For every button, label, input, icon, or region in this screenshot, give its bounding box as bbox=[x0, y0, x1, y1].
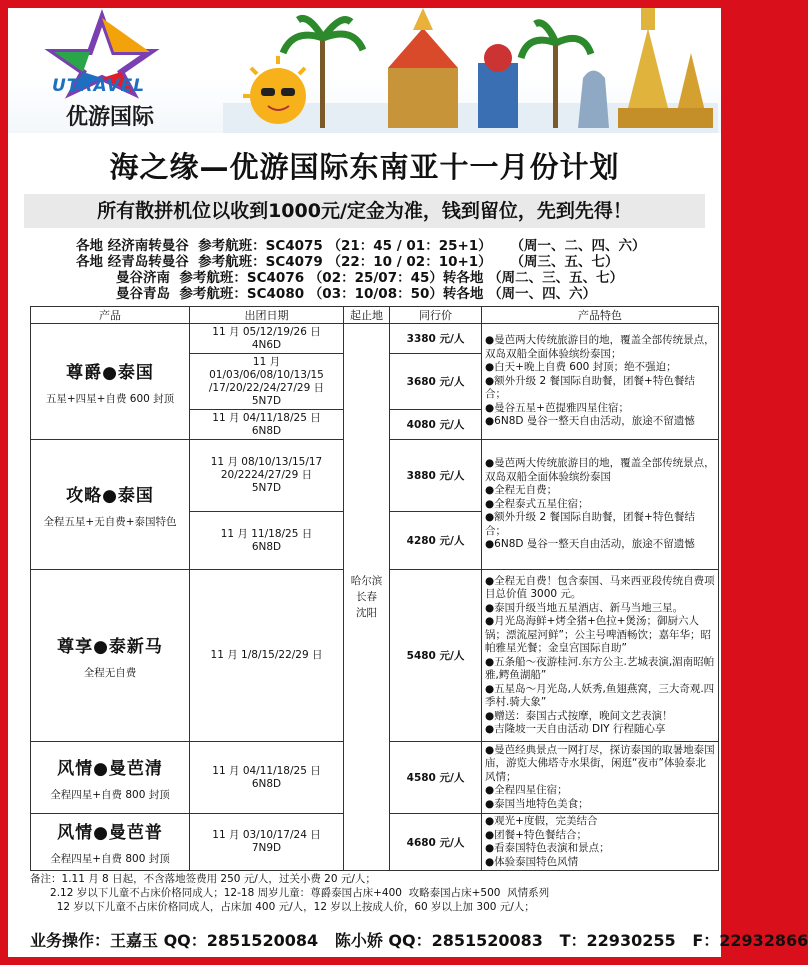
date-text: 11 月 bbox=[252, 355, 281, 368]
contact-line: 业务操作：王嘉玉 QQ：2851520084 陈小娇 QQ：2851520083 T：22930255 F：22932866 bbox=[30, 931, 808, 950]
feature-item: ●赠送：泰国古式按摩，晚间文艺表演！ bbox=[485, 709, 673, 722]
feature-item: ●全程泰式五星住宿； bbox=[485, 497, 589, 510]
price-cell: 3880 元/人 bbox=[390, 440, 482, 512]
feature-item: ●6N8D 曼谷一整天自由活动，旅途不留遗憾 bbox=[485, 415, 695, 428]
feature-item: ●泰国当地特色美食； bbox=[485, 797, 589, 810]
feature-item: ●曼芭两大传统旅游目的地，覆盖全部传统景点，双岛双船全面体验缤纷泰国； bbox=[485, 334, 715, 360]
price-cell: 4580 元/人 bbox=[390, 742, 482, 814]
table-row bbox=[31, 324, 719, 354]
date-text: 11 月 1/8/15/22/29 日 bbox=[210, 649, 323, 661]
product-name: 尊享●泰新马 bbox=[57, 636, 163, 657]
date-cell bbox=[190, 570, 344, 742]
date-cell bbox=[190, 440, 344, 512]
product-name: 尊爵●泰国 bbox=[66, 362, 154, 383]
product-desc: 全程无自费 bbox=[83, 666, 137, 679]
feature-item: ●6N8D 曼谷一整天自由活动，旅途不留遗憾 bbox=[485, 538, 695, 551]
date-cell bbox=[190, 410, 344, 440]
features-cell bbox=[482, 814, 719, 871]
price-cell: 4680 元/人 bbox=[390, 814, 482, 871]
product-desc: 全程五星+无自费+泰国特色 bbox=[43, 515, 177, 528]
header-product: 产品 bbox=[31, 307, 190, 324]
date-cell bbox=[190, 742, 344, 814]
price-cell: 5480 元/人 bbox=[390, 570, 482, 742]
features-cell bbox=[482, 742, 719, 814]
product-name: 风情●曼芭清 bbox=[57, 758, 163, 779]
date-duration: 6N8D bbox=[251, 424, 282, 437]
header-price: 同行价 bbox=[390, 307, 482, 324]
feature-item: ●额外升级 2 餐国际自助餐，团餐+特色餐结合； bbox=[485, 511, 695, 537]
table-header-row bbox=[31, 307, 719, 324]
deposit-notice: 所有散拼机位以收到1000元/定金为准，钱到留位，先到先得！ bbox=[24, 194, 705, 228]
note-line: 备注：1.11 月 8 日起，不含落地签费用 250 元/人，过关小费 20 元/人； bbox=[30, 873, 376, 885]
flight-line: 曼谷青岛 参考航班：SC4080 （03：10/08：50）转各地 （周一、四、六） bbox=[116, 286, 597, 302]
product-cell bbox=[31, 440, 190, 570]
flight-line: 各地 经济南转曼谷 参考航班：SC4075 （21：45 / 01：25+1） （周一、二、四、六） bbox=[76, 238, 646, 254]
date-duration: 5N7D bbox=[251, 394, 282, 407]
feature-item: ●白天+晚上自费 600 封顶；绝不强迫； bbox=[485, 361, 677, 374]
date-duration: 6N8D bbox=[251, 777, 282, 790]
feature-item: ●曼芭经典景点一网打尽，探访泰国的取暑地泰国庙，游览大佛塔寺水果街，闲逛“夜市”体验泰北风情； bbox=[485, 743, 715, 783]
date-text: 01/03/06/08/10/13/15 bbox=[209, 368, 324, 381]
feature-item: ●泰国升级当地五星酒店、新马当地三星。 bbox=[485, 601, 684, 614]
header-stop: 起止地 bbox=[344, 307, 390, 324]
price-cell: 4280 元/人 bbox=[390, 512, 482, 570]
header-date: 出团日期 bbox=[190, 307, 344, 324]
date-duration: 5N7D bbox=[251, 482, 282, 494]
date-cell bbox=[190, 354, 344, 410]
product-cell bbox=[31, 570, 190, 742]
product-name: 风情●曼芭普 bbox=[57, 823, 163, 843]
features-cell bbox=[482, 440, 719, 570]
logo-chinese-name: 优游国际 bbox=[66, 105, 155, 130]
product-desc: 全程四星+自费 800 封顶 bbox=[50, 788, 170, 801]
price-cell: 3380 元/人 bbox=[390, 324, 482, 354]
date-text: 11 月 04/11/18/25 日 bbox=[212, 764, 321, 777]
flight-line: 各地 经青岛转曼谷 参考航班：SC4079 （22：10 / 02：10+1） （周三、五、七） bbox=[76, 254, 619, 270]
header-banner bbox=[8, 8, 721, 133]
date-text: 11 月 11/18/25 日 bbox=[220, 527, 313, 540]
date-text: /17/20/22/24/27/29 日 bbox=[208, 381, 325, 394]
notes-section bbox=[30, 872, 718, 914]
company-logo bbox=[22, 14, 182, 129]
date-text: 11 月 03/10/17/24 日 bbox=[212, 829, 321, 841]
date-duration: 6N8D bbox=[251, 540, 282, 553]
thailand-scenery-illustration bbox=[223, 8, 718, 133]
product-desc: 全程四星+自费 800 封顶 bbox=[50, 853, 170, 865]
product-desc: 五星+四星+自费 600 封顶 bbox=[45, 392, 175, 405]
product-cell bbox=[31, 742, 190, 814]
feature-item: ●五条船～夜游桂河.东方公主.艺城表演,湄南昭帕雅,鳄鱼湖船” bbox=[485, 655, 715, 681]
feature-item: ●全程无自费！包含泰国、马来西亚段传统自费项目总价值 3000 元。 bbox=[485, 574, 715, 600]
product-name: 攻略●泰国 bbox=[66, 485, 154, 506]
price-cell: 3680 元/人 bbox=[390, 354, 482, 410]
date-cell bbox=[190, 814, 344, 871]
flyer-page bbox=[8, 8, 808, 957]
page-title: 海之缘—优游国际东南亚十一月份计划 bbox=[109, 150, 620, 184]
product-cell bbox=[31, 814, 190, 871]
note-line: 2.12 岁以下儿童不占床价格同成人；12-18 周岁儿童：尊爵泰国占床+400 攻略泰国占床+500 风情系列 bbox=[30, 887, 550, 899]
stop-city: 长春 bbox=[356, 591, 377, 603]
date-cell bbox=[190, 512, 344, 570]
stop-city: 哈尔滨 bbox=[350, 575, 383, 587]
date-duration: 4N6D bbox=[251, 338, 282, 351]
tour-table bbox=[30, 306, 719, 871]
features-cell bbox=[482, 324, 719, 440]
price-cell: 4080 元/人 bbox=[390, 410, 482, 440]
stop-cell bbox=[344, 324, 390, 871]
date-text: 11 月 08/10/13/15/17 bbox=[210, 456, 323, 468]
feature-item: ●观光+度假，完美结合 bbox=[485, 815, 598, 827]
feature-item: ●曼芭两大传统旅游目的地，覆盖全部传统景点，双岛双船全面体验缤纷泰国 bbox=[485, 457, 715, 483]
feature-item: ●体验泰国特色风情 bbox=[485, 855, 579, 868]
feature-item: ●五星岛～月光岛,人妖秀,鱼翅燕窝，三大奇观.四季村.骑大象” bbox=[485, 682, 715, 708]
date-text: 11 月 04/11/18/25 日 bbox=[212, 411, 321, 424]
feature-item: ●看泰国特色表演和景点； bbox=[485, 842, 610, 854]
feature-item: ●全程无自费； bbox=[485, 484, 558, 497]
date-text: 20/2224/27/29 日 bbox=[220, 469, 313, 481]
feature-item: ●团餐+特色餐结合； bbox=[485, 828, 587, 841]
note-line: 12 岁以下儿童不占床价格同成人，占床加 400 元/人，12 岁以上按成人价，60 岁以上加 300 元/人； bbox=[30, 901, 535, 913]
feature-item: ●月光岛海鲜+烤全猪+色拉+煲汤；御厨六人锅；漂流屋河鲜”；公主号啤酒畅饮；嘉年华；昭帕雅星光餐；金皇宫国际自助” bbox=[485, 615, 711, 654]
feature-item: ●吉隆坡一天自由活动 DIY 行程随心享 bbox=[485, 723, 666, 735]
feature-item: ●全程四星住宿； bbox=[485, 784, 568, 797]
feature-item: ●额外升级 2 餐国际自助餐，团餐+特色餐结合； bbox=[485, 374, 695, 401]
stop-city: 沈阳 bbox=[356, 607, 377, 619]
date-cell bbox=[190, 324, 344, 354]
features-cell bbox=[482, 570, 719, 742]
flight-line: 曼谷济南 参考航班：SC4076 （02：25/07：45）转各地 （周二、三、五、七） bbox=[116, 270, 624, 286]
date-duration: 7N9D bbox=[251, 842, 282, 854]
logo-wordmark: UTRAVEL bbox=[52, 76, 146, 96]
product-cell bbox=[31, 324, 190, 440]
header-features: 产品特色 bbox=[482, 307, 719, 324]
feature-item: ●曼谷五星+芭提雅四星住宿； bbox=[485, 401, 629, 414]
date-text: 11 月 05/12/19/26 日 bbox=[212, 325, 321, 338]
